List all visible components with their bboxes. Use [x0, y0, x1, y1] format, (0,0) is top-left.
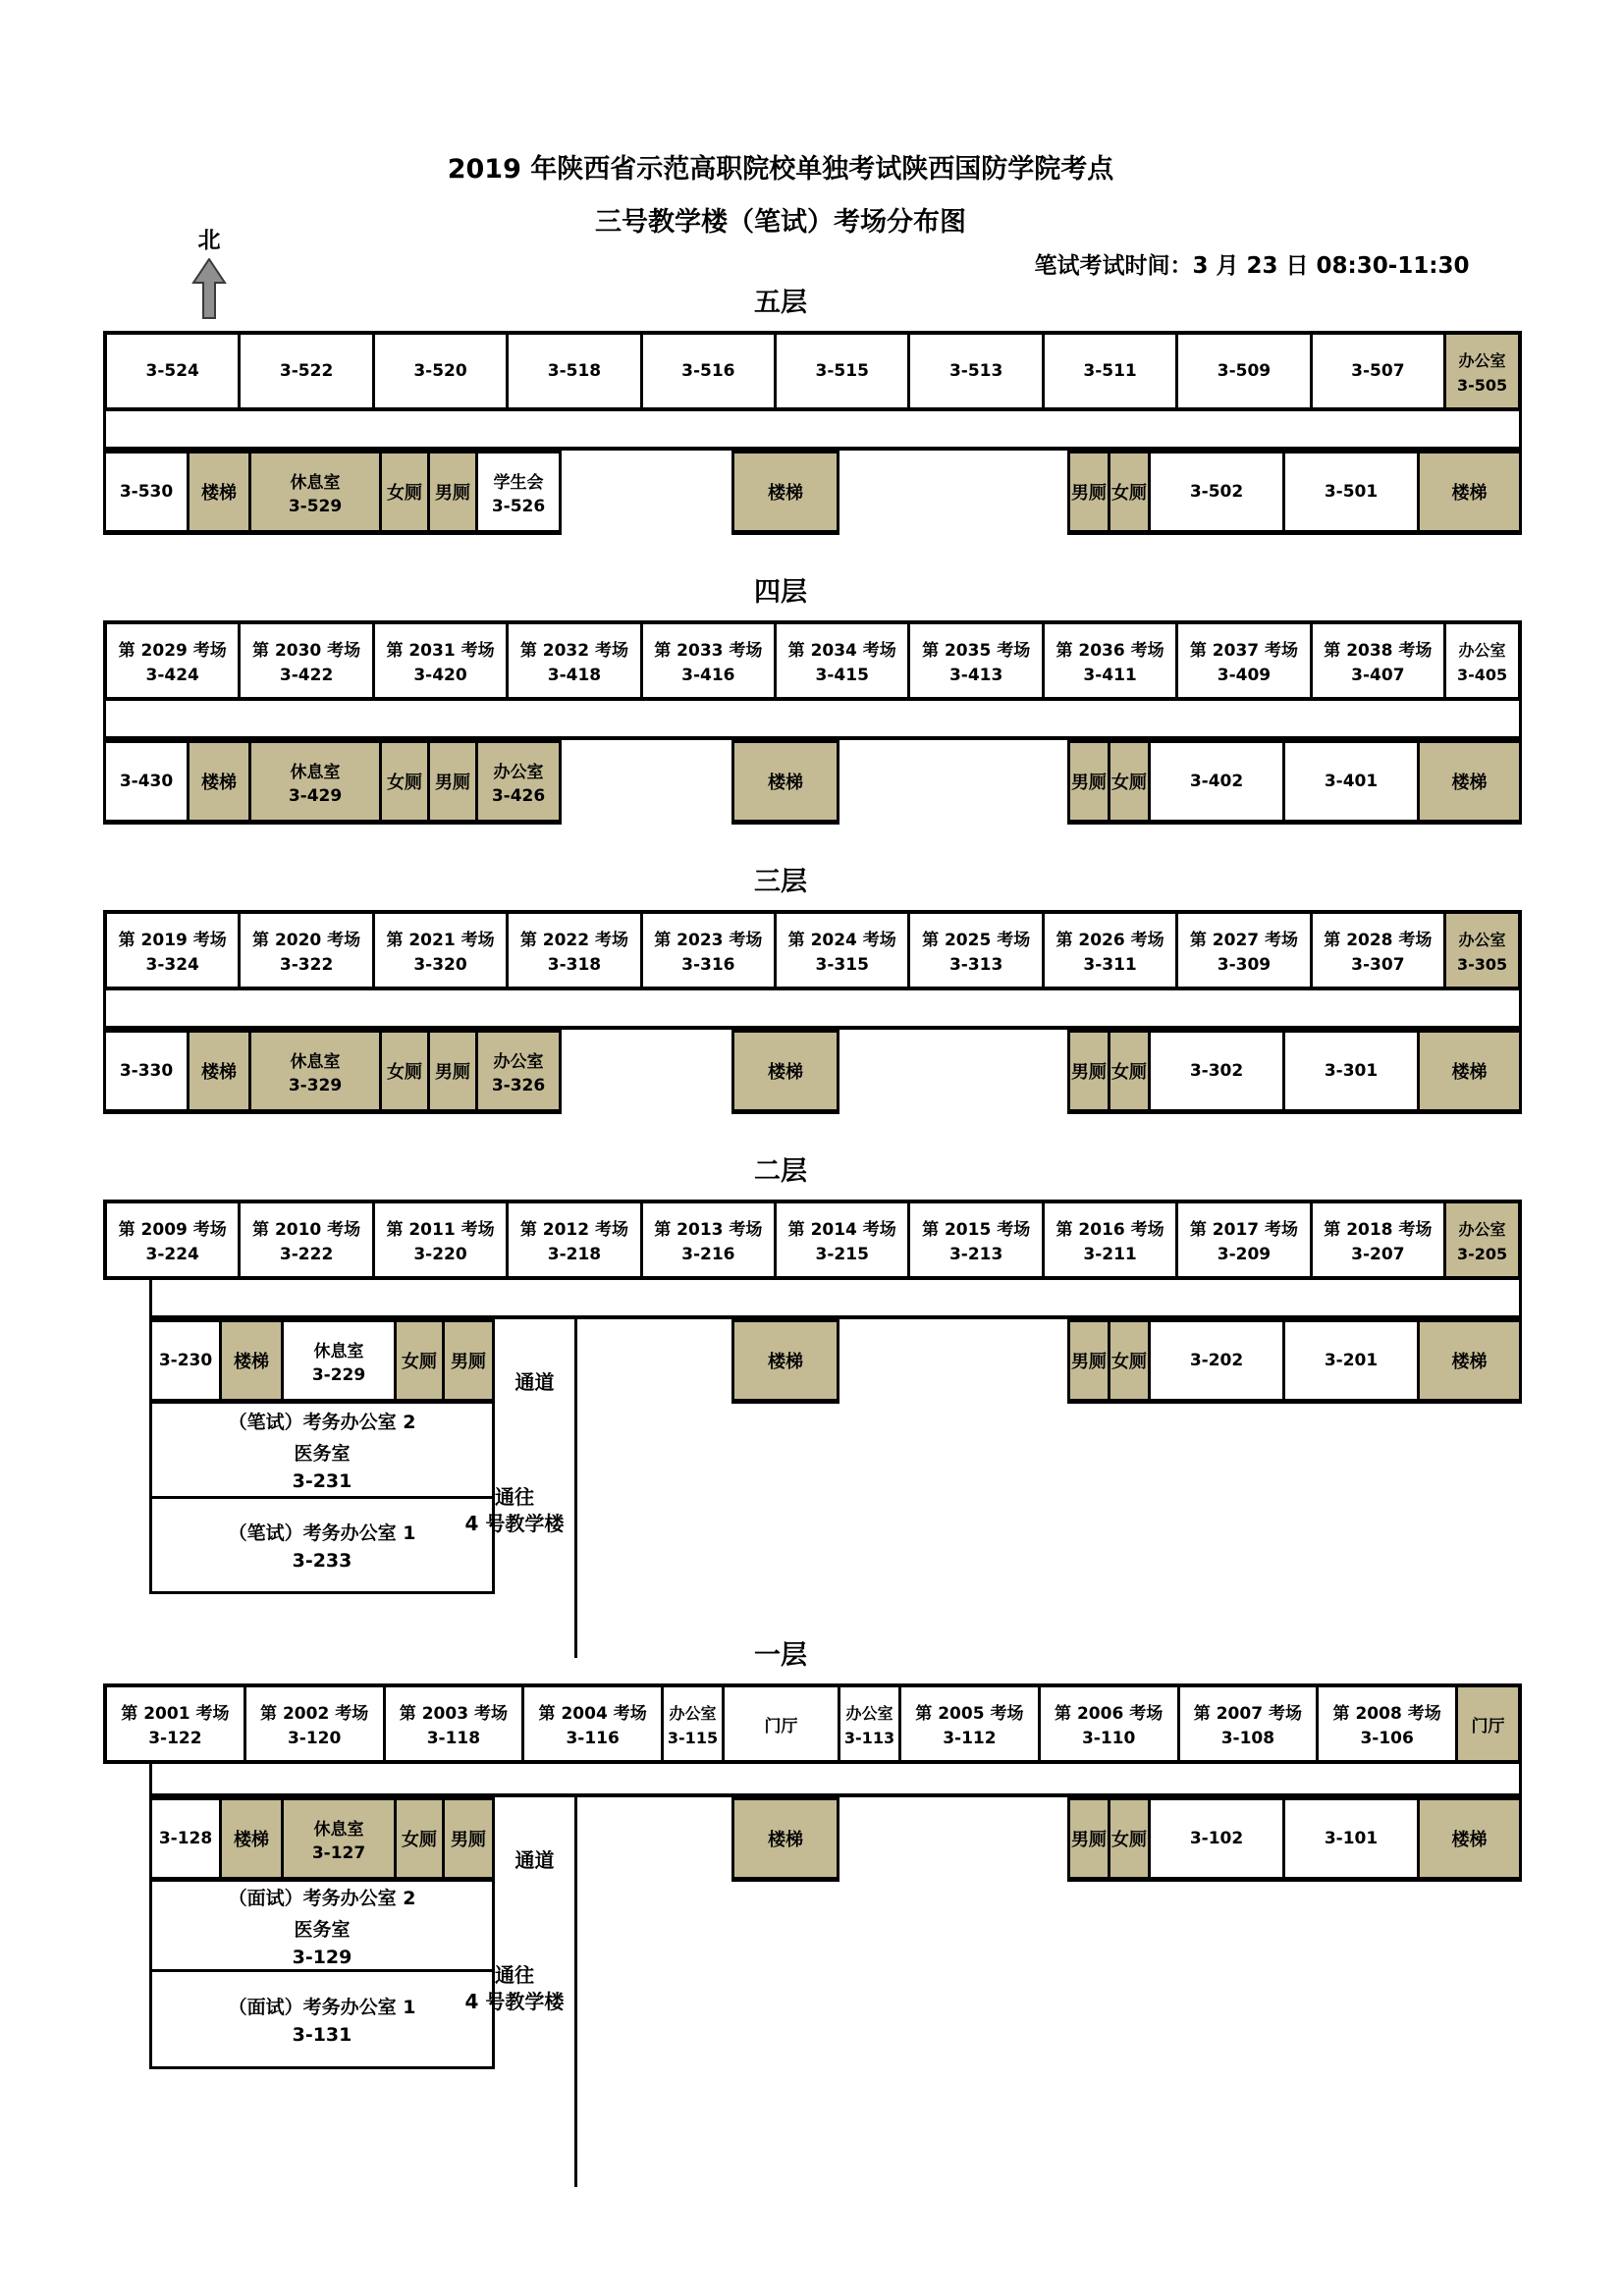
toilet-men-cell: 男厕 — [1067, 1797, 1110, 1882]
stair-cell: 楼梯 — [731, 451, 839, 535]
exam-room-cell: 第 2027 考场 3-309 — [1175, 914, 1309, 987]
office-cell: 办公室 3-405 — [1443, 624, 1518, 697]
exam-room-cell: 第 2006 考场 3-110 — [1038, 1687, 1177, 1760]
office-cell: 办公室 3-305 — [1443, 914, 1518, 987]
room-cell: 3-502 — [1148, 451, 1285, 535]
exam-room-cell: 第 2035 考场 3-413 — [907, 624, 1041, 697]
south-left-block — [103, 451, 562, 535]
exam-room-cell: 第 2016 考场 3-211 — [1042, 1203, 1175, 1276]
stair-cell: 楼梯 — [1417, 1030, 1522, 1114]
exam-room-cell: 第 2009 考场 3-224 — [107, 1203, 238, 1276]
room-cell: 3-518 — [506, 335, 639, 407]
toilet-women-cell: 女厕 — [394, 1319, 445, 1404]
office-cell: 办公室 3-505 — [1443, 335, 1518, 407]
exam-room-cell: 第 2005 考场 3-112 — [898, 1687, 1038, 1760]
exam-room-cell: 第 2030 考场 3-422 — [238, 624, 371, 697]
exam-room-cell: 第 2026 考场 3-311 — [1042, 914, 1175, 987]
toilet-men-cell: 男厕 — [442, 1319, 495, 1404]
toilet-women-cell: 女厕 — [1108, 1797, 1151, 1882]
room-cell: 3-524 — [107, 335, 238, 407]
south-middle-block — [731, 1797, 839, 1882]
toilet-men-cell: 男厕 — [442, 1797, 495, 1882]
floor-label-4: 四层 — [754, 577, 807, 608]
toilet-men-cell: 男厕 — [427, 451, 478, 535]
exam-room-cell: 第 2010 考场 3-222 — [238, 1203, 371, 1276]
toilet-men-cell: 男厕 — [427, 740, 478, 825]
room-cell: 3-511 — [1042, 335, 1175, 407]
north-room-row — [103, 331, 1522, 411]
exam-room-cell: 第 2022 考场 3-318 — [506, 914, 639, 987]
floor-plan-1 — [103, 1683, 1522, 2069]
south-room-row — [103, 451, 1522, 535]
stair-cell: 楼梯 — [187, 451, 251, 535]
north-label: 北 — [197, 228, 221, 253]
exam-room-cell: 第 2024 考场 3-315 — [774, 914, 907, 987]
room-cell: 3-516 — [640, 335, 774, 407]
south-left-block — [149, 1319, 495, 1404]
south-left-block — [103, 740, 562, 825]
lobby-cell: 门厅 — [1455, 1687, 1518, 1760]
south-left-block — [103, 1030, 562, 1114]
exam-affairs-office-1-cell: （面试）考务办公室 1 3-131 — [149, 1969, 495, 2069]
floor-section-1 — [0, 1633, 1624, 2069]
corridor — [103, 411, 1522, 451]
exam-room-cell: 第 2011 考场 3-220 — [372, 1203, 506, 1276]
room-cell: 3-507 — [1310, 335, 1443, 407]
north-arrow-icon — [191, 258, 227, 319]
toilet-men-cell: 男厕 — [1067, 740, 1110, 825]
room-cell: 3-515 — [774, 335, 907, 407]
stair-cell: 楼梯 — [219, 1319, 284, 1404]
corridor — [103, 701, 1522, 740]
room-cell: 3-430 — [103, 740, 189, 825]
exam-room-cell: 第 2033 考场 3-416 — [640, 624, 774, 697]
exam-affairs-office-1-cell: （笔试）考务办公室 1 3-233 — [149, 1496, 495, 1594]
floor-section-2 — [0, 1149, 1624, 1594]
passage-label: 通道 — [514, 1370, 555, 1394]
office-cell: 办公室 3-205 — [1443, 1203, 1518, 1276]
lounge-cell: 休息室 3-429 — [248, 740, 382, 825]
exam-room-cell: 第 2014 考场 3-215 — [774, 1203, 907, 1276]
exam-room-cell: 第 2008 考场 3-106 — [1316, 1687, 1455, 1760]
exam-room-cell: 第 2031 考场 3-420 — [372, 624, 506, 697]
lounge-cell: 休息室 3-529 — [248, 451, 382, 535]
room-cell: 3-101 — [1282, 1797, 1420, 1882]
page-title: 2019 年陕西省示范高职院校单独考试陕西国防学院考点 — [447, 154, 1114, 185]
lounge-cell: 休息室 3-229 — [281, 1319, 397, 1404]
floor-section-4 — [0, 570, 1624, 825]
north-room-row — [103, 910, 1522, 990]
room-cell: 3-302 — [1148, 1030, 1285, 1114]
lounge-cell: 休息室 3-127 — [281, 1797, 397, 1882]
room-cell: 3-509 — [1175, 335, 1309, 407]
room-cell: 3-522 — [238, 335, 371, 407]
room-cell: 3-402 — [1148, 740, 1285, 825]
toilet-women-cell: 女厕 — [379, 1030, 430, 1114]
south-room-row — [103, 1797, 1522, 2069]
page-subtitle: 三号教学楼（笔试）考场分布图 — [595, 207, 966, 238]
floor-plan-3 — [103, 910, 1522, 1114]
exam-room-cell: 第 2013 考场 3-216 — [640, 1203, 774, 1276]
exam-room-cell: 第 2038 考场 3-407 — [1310, 624, 1443, 697]
exam-room-cell: 第 2029 考场 3-424 — [107, 624, 238, 697]
exam-room-cell: 第 2032 考场 3-418 — [506, 624, 639, 697]
exam-room-cell: 第 2021 考场 3-320 — [372, 914, 506, 987]
exam-room-cell: 第 2001 考场 3-122 — [107, 1687, 244, 1760]
exam-room-cell: 第 2025 考场 3-313 — [907, 914, 1041, 987]
south-room-row — [103, 740, 1522, 825]
to-building4-label: 通往 4 号教学楼 — [464, 1485, 565, 1535]
room-cell: 3-330 — [103, 1030, 189, 1114]
floor-plan-4 — [103, 620, 1522, 825]
stair-cell: 楼梯 — [219, 1797, 284, 1882]
room-cell: 3-102 — [1148, 1797, 1285, 1882]
exam-time-label: 笔试考试时间：3 月 23 日 08:30-11:30 — [1034, 253, 1470, 279]
exam-room-cell: 第 2023 考场 3-316 — [640, 914, 774, 987]
stair-cell: 楼梯 — [731, 1319, 839, 1404]
stair-cell: 楼梯 — [187, 740, 251, 825]
exam-affairs-office-2-cell: （笔试）考务办公室 2 医务室 3-231 — [149, 1401, 495, 1499]
toilet-women-cell: 女厕 — [379, 451, 430, 535]
office-cell: 办公室 3-115 — [661, 1687, 722, 1760]
exam-room-cell: 第 2020 考场 3-322 — [238, 914, 371, 987]
toilet-women-cell: 女厕 — [379, 740, 430, 825]
floor-label-2: 二层 — [754, 1156, 807, 1187]
office-cell: 办公室 3-113 — [838, 1687, 898, 1760]
room-cell: 3-401 — [1282, 740, 1420, 825]
south-middle-block — [731, 451, 839, 535]
north-room-row — [103, 1200, 1522, 1280]
exam-room-cell: 第 2037 考场 3-409 — [1175, 624, 1309, 697]
toilet-women-cell: 女厕 — [1108, 1319, 1151, 1404]
north-room-row — [103, 620, 1522, 701]
toilet-women-cell: 女厕 — [1108, 740, 1151, 825]
south-right-block — [1067, 1319, 1522, 1404]
floor-label-1: 一层 — [754, 1640, 807, 1671]
exam-room-cell: 第 2002 考场 3-120 — [244, 1687, 383, 1760]
south-right-block — [1067, 740, 1522, 825]
south-right-block — [1067, 451, 1522, 535]
office-cell: 办公室 3-426 — [475, 740, 562, 825]
room-cell: 3-301 — [1282, 1030, 1420, 1114]
stair-cell: 楼梯 — [731, 1797, 839, 1882]
toilet-men-cell: 男厕 — [427, 1030, 478, 1114]
lobby-cell: 门厅 — [722, 1687, 838, 1760]
stair-cell: 楼梯 — [1417, 451, 1522, 535]
toilet-men-cell: 男厕 — [1067, 1319, 1110, 1404]
exam-room-cell: 第 2018 考场 3-207 — [1310, 1203, 1443, 1276]
south-room-row — [103, 1319, 1522, 1594]
office-cell: 办公室 3-326 — [475, 1030, 562, 1114]
lounge-cell: 休息室 3-329 — [248, 1030, 382, 1114]
floor-section-5 — [0, 281, 1624, 535]
room-cell: 3-520 — [372, 335, 506, 407]
south-room-row — [103, 1030, 1522, 1114]
south-left-block — [149, 1797, 495, 1882]
student-union-cell: 学生会 3-526 — [475, 451, 562, 535]
stair-cell: 楼梯 — [1417, 1797, 1522, 1882]
floor-section-3 — [0, 860, 1624, 1114]
south-middle-block — [731, 740, 839, 825]
room-cell: 3-501 — [1282, 451, 1420, 535]
to-building4-label: 通往 4 号教学楼 — [464, 1963, 565, 2013]
stair-cell: 楼梯 — [1417, 740, 1522, 825]
floor-label-3: 三层 — [754, 867, 807, 897]
toilet-men-cell: 男厕 — [1067, 1030, 1110, 1114]
corridor — [103, 990, 1522, 1030]
stair-cell: 楼梯 — [731, 1030, 839, 1114]
exam-room-cell: 第 2012 考场 3-218 — [506, 1203, 639, 1276]
south-middle-block — [731, 1319, 839, 1404]
room-cell: 3-530 — [103, 451, 189, 535]
exam-room-cell: 第 2004 考场 3-116 — [521, 1687, 661, 1760]
floor-plan-2 — [103, 1200, 1522, 1594]
north-room-row — [103, 1683, 1522, 1764]
room-cell: 3-513 — [907, 335, 1041, 407]
exam-room-cell: 第 2034 考场 3-415 — [774, 624, 907, 697]
south-right-block — [1067, 1030, 1522, 1114]
room-cell: 3-202 — [1148, 1319, 1285, 1404]
exam-room-cell: 第 2003 考场 3-118 — [383, 1687, 522, 1760]
corridor — [149, 1764, 1522, 1797]
room-cell: 3-230 — [149, 1319, 222, 1404]
stair-cell: 楼梯 — [187, 1030, 251, 1114]
room-cell: 3-128 — [149, 1797, 222, 1882]
stair-cell: 楼梯 — [731, 740, 839, 825]
floor-plan-5 — [103, 331, 1522, 535]
room-cell: 3-201 — [1282, 1319, 1420, 1404]
south-middle-block — [731, 1030, 839, 1114]
exam-room-cell: 第 2028 考场 3-307 — [1310, 914, 1443, 987]
exam-room-cell: 第 2036 考场 3-411 — [1042, 624, 1175, 697]
exam-room-cell: 第 2015 考场 3-213 — [907, 1203, 1041, 1276]
south-right-block — [1067, 1797, 1522, 1882]
corridor — [149, 1280, 1522, 1319]
toilet-women-cell: 女厕 — [1108, 1030, 1151, 1114]
north-indicator — [185, 222, 234, 319]
exam-room-cell: 第 2019 考场 3-324 — [107, 914, 238, 987]
floor-label-5: 五层 — [754, 288, 807, 318]
exam-room-cell: 第 2017 考场 3-209 — [1175, 1203, 1309, 1276]
toilet-men-cell: 男厕 — [1067, 451, 1110, 535]
stair-cell: 楼梯 — [1417, 1319, 1522, 1404]
toilet-women-cell: 女厕 — [394, 1797, 445, 1882]
passage-label: 通道 — [514, 1848, 555, 1872]
exam-affairs-office-2-cell: （面试）考务办公室 2 医务室 3-129 — [149, 1879, 495, 1972]
toilet-women-cell: 女厕 — [1108, 451, 1151, 535]
exam-room-cell: 第 2007 考场 3-108 — [1177, 1687, 1317, 1760]
